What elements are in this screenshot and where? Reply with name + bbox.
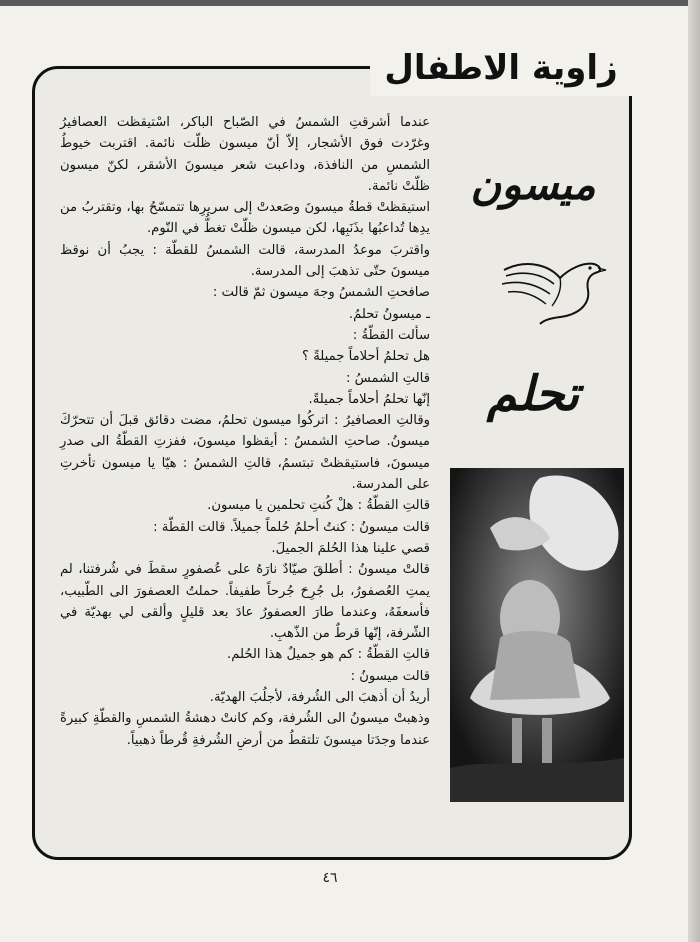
story-paragraph: واقتربَ موعدُ المدرسة، قالت الشمسُ للقطّة : يجبُ أن نوقظ ميسونَ حتّى تذهبَ إلى المدرسة.	[60, 242, 430, 280]
dove-icon	[498, 240, 608, 330]
section-title: زاوية الاطفال	[370, 40, 632, 96]
story-paragraph: ـ ميسونُ تحلمُ.	[348, 306, 430, 322]
story-paragraph: وذهبتْ ميسونُ الى الشُرفة، وكم كانتْ دهشةُ الشمسِ والقطّةِ كبيرةً عندما وجدَتا ميسونَ تلتقطُ من أرضِ الشُرفةِ قُرطاً ذهبياً.	[60, 711, 430, 748]
story-paragraph: أريدُ أن أذهبَ الى الشُرفة، لأجلُبَ الهديّة.	[209, 690, 430, 706]
story-paragraph: قالتِ الشمسُ :	[346, 370, 430, 386]
page-edge	[688, 0, 700, 942]
story-paragraph: استيقظتْ قطةُ ميسونَ وصَعدتْ إلى سريرِها تتمسّحُ بها، وتقتربُ من يدِها تُداعبُها بذَنَبِها، لكن ميسون ظلّتْ تغطُّ في النّوم.	[60, 200, 430, 237]
story-paragraph: قالت ميسونُ :	[350, 668, 430, 684]
story-title-bottom: تحلم	[486, 366, 580, 422]
story-text	[60, 112, 444, 852]
story-paragraph: قالتِ القطّةُ : هلْ كُنتِ تحلمين يا ميسون.	[207, 498, 430, 514]
story-paragraph: إنّها تحلمُ أحلاماً جميلةً.	[308, 391, 430, 407]
girl-with-dove-photo	[450, 468, 624, 802]
story-paragraph: قالتْ ميسونُ : أطلقَ صيّادٌ نارَهُ على عُصفورٍ سقطَ في شُرفتنا، لم يمتِ العُصفورُ، بل جُرِحَ جُرحاً طفيفاً. حملتُ العصفورَ الى الطّبيب، فأسعفَهُ، وعندما طارَ العصفورُ عادَ بعد قليلٍ وألقى لي بهديّة في الشّرفة، إنّها قرطٌ من الذّهبِ.	[60, 562, 430, 642]
story-title-top: ميسون	[470, 160, 596, 209]
story-paragraph: قالتِ القطّةُ : كم هو جميلٌ هذا الحُلم.	[227, 647, 430, 663]
story-paragraph: صافحتِ الشمسُ وجهَ ميسون ثمّ قالت :	[212, 285, 430, 301]
story-paragraph: هل تحلمُ أحلاماً جميلةً ؟	[302, 349, 430, 365]
story-paragraph: عندما أشرقتِ الشمسُ في الصّباح الباكر، اسْتيقظت العصافيرُ وغرّدت فوق الأشجار، إلاّ أنّ ميسون ظلّت نائمة. اقتربت خيوطُ الشمسِ من النافذة، وداعبت شعر ميسونَ الأشقر، لكنّ ميسون ظلّتْ نائمة.	[60, 115, 430, 194]
story-paragraph: قصي علينا هذا الحُلمَ الجميلَ.	[271, 540, 430, 556]
story-paragraph: قالت ميسونُ : كنتُ أحلمُ حُلماً جميلاً. قالت القطّة :	[153, 519, 430, 535]
page-number: ٤٦	[322, 870, 338, 886]
story-paragraph: سألت القطّةُ :	[352, 327, 430, 343]
story-paragraph: وقالتِ العصافيرُ : اتركُوا ميسون تحلمُ، مضت دقائق قبلَ أن تتحرّكَ ميسونُ. صاحتِ الشمسُ : أيقظوا ميسونَ، ففزتِ القطّةُ الى صدرِ ميسونَ، فاستيقظتْ تبتسمُ، قالتِ الشمسُ : هيّا يا ميسون تأخرتِ على المدرسة.	[60, 413, 430, 493]
